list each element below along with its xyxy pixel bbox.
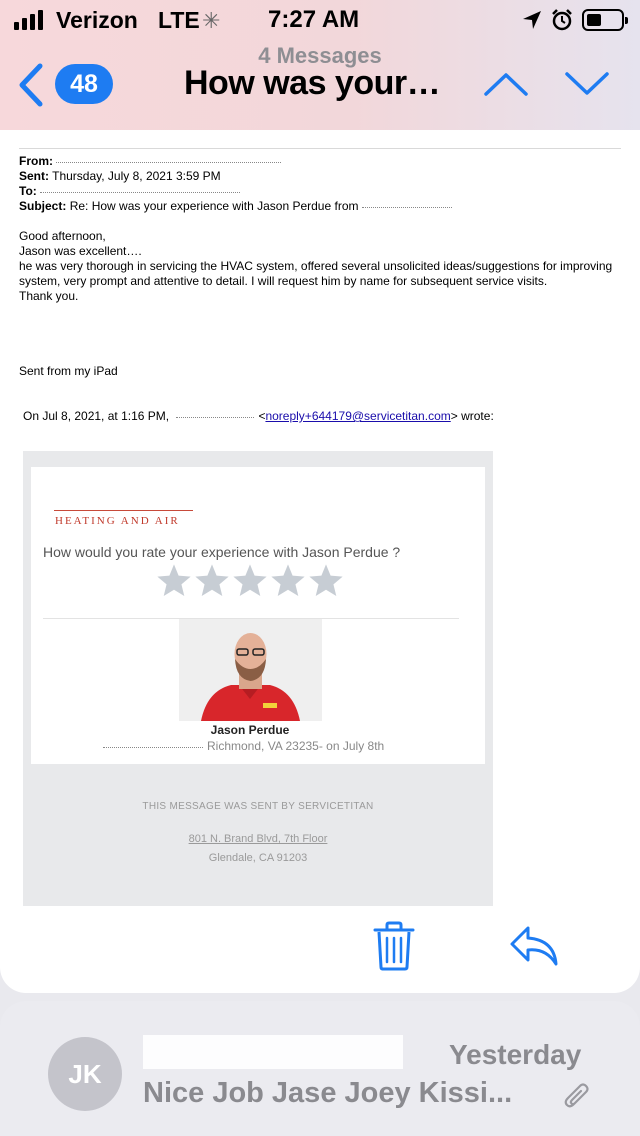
preview-date: Yesterday <box>449 1039 582 1070</box>
star-icon[interactable] <box>231 562 269 600</box>
body-line: he was very thorough in servicing the HVAC system, offered several unsolicited ideas/suggestions for improving <box>19 259 613 273</box>
unread-count-badge[interactable]: 48 <box>55 64 113 104</box>
email-text <box>19 154 619 379</box>
paperclip-icon <box>563 1081 591 1111</box>
redacted-from <box>56 161 281 163</box>
footer-notice: THIS MESSAGE WAS SENT BY SERVICETITAN <box>142 801 374 812</box>
header-divider <box>19 148 621 149</box>
subject-text: Re: How was your experience with Jason Perdue from <box>69 199 359 213</box>
location-arrow-icon <box>521 9 543 31</box>
closing: Thank you. <box>19 289 79 303</box>
embedded-survey-email <box>23 451 493 906</box>
battery-icon <box>582 9 624 31</box>
signature: Sent from my iPad <box>19 364 118 378</box>
navigation-header <box>0 0 640 131</box>
next-message-chevron-down-icon[interactable] <box>564 70 610 98</box>
footer-address-line1[interactable]: 801 N. Brand Blvd, 7th Floor <box>188 833 328 845</box>
carrier-name: Verizon <box>56 7 138 33</box>
technician-location <box>103 739 384 753</box>
star-icon[interactable] <box>193 562 231 600</box>
star-icon[interactable] <box>269 562 307 600</box>
body-line: system, very prompt and attentive to detail. I will request him by name for subsequent service visits. <box>19 274 548 288</box>
company-logo: HEATING AND AIR <box>55 515 180 527</box>
logo-rule <box>54 510 193 511</box>
previous-message-chevron-up-icon[interactable] <box>483 70 529 98</box>
survey-card <box>31 467 485 764</box>
quote-email-link[interactable]: noreply+644179@servicetitan.com <box>265 409 451 423</box>
redacted-to <box>40 191 240 193</box>
star-icon[interactable] <box>307 562 345 600</box>
status-bar <box>0 0 640 40</box>
star-icon[interactable] <box>155 562 193 600</box>
technician-name: Jason Perdue <box>210 723 290 737</box>
message-count: 4 Messages <box>258 43 382 68</box>
preview-subject: Nice Job Jase Joey Kissi... <box>143 1077 513 1109</box>
to-label: To: <box>19 184 37 198</box>
activity-spinner-icon: ✳ <box>202 8 221 33</box>
body-line: Jason was excellent…. <box>19 244 142 258</box>
network-type: LTE <box>158 7 200 33</box>
star-rating <box>155 562 355 600</box>
clock: 7:27 AM <box>268 6 360 33</box>
redacted-company <box>362 206 452 208</box>
technician-city: Richmond, VA 23235- on July 8th <box>207 739 385 753</box>
page-title: How was your… <box>184 64 441 102</box>
greeting: Good afternoon, <box>19 229 106 243</box>
technician-photo <box>179 619 322 721</box>
redacted-street <box>103 746 203 748</box>
back-chevron-icon[interactable] <box>16 62 46 108</box>
quote-prefix: On Jul 8, 2021, at 1:16 PM, <box>23 409 170 423</box>
message-body[interactable] <box>0 130 640 993</box>
next-message-preview[interactable] <box>0 1001 640 1136</box>
avatar: JK <box>48 1037 122 1111</box>
quote-suffix: wrote: <box>461 409 494 423</box>
footer-address-line2: Glendale, CA 91203 <box>208 852 308 864</box>
quote-header: On Jul 8, 2021, at 1:16 PM, <noreply+644179@servicetitan.com> wrote: <box>23 409 494 423</box>
sent-label: Sent: <box>19 169 49 183</box>
trash-icon[interactable] <box>372 920 416 972</box>
reply-icon[interactable] <box>508 924 560 968</box>
redacted-sender-name <box>143 1035 403 1069</box>
sent-date: Thursday, July 8, 2021 3:59 PM <box>52 169 221 183</box>
redacted-sender <box>176 416 254 418</box>
from-label: From: <box>19 154 53 168</box>
rating-question: How would you rate your experience with Jason Perdue ? <box>43 544 401 560</box>
subject-label: Subject: <box>19 199 67 213</box>
alarm-icon <box>550 8 574 32</box>
